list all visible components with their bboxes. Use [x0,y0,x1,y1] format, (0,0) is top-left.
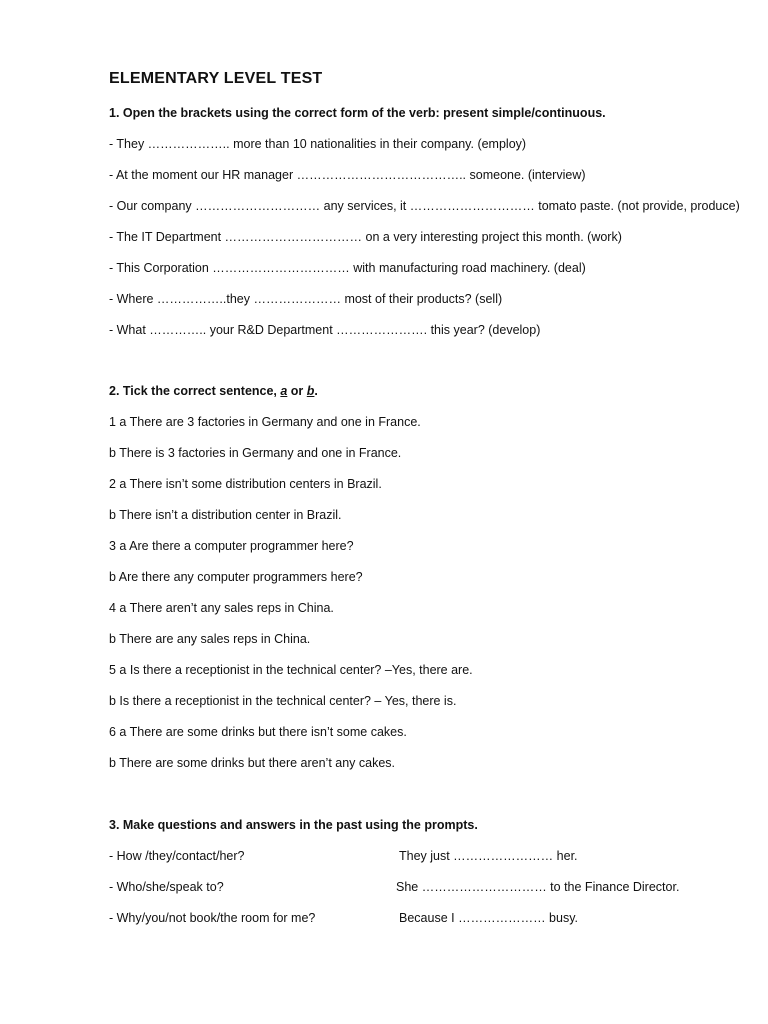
section-1-item: - At the moment our HR manager ………………………………….. someone. (interview) [109,168,586,182]
section-2-item: b There is 3 factories in Germany and one in France. [109,446,402,460]
section-2-heading-or: or [287,384,307,398]
section-3-answer: She ………………………… to the Finance Director. [396,880,680,894]
section-2-heading-suffix: . [314,384,318,398]
section-1-item: - Our company ………………………… any services, it ………………………… tomato paste. (not provide, produce) [109,199,740,213]
section-3-prompt: - Who/she/speak to? [109,880,224,894]
section-2-item: b Is there a receptionist in the technical center? – Yes, there is. [109,694,457,708]
section-1-heading: 1. Open the brackets using the correct form of the verb: present simple/continuous. [109,106,606,120]
section-1-item: - The IT Department …………………………… on a very interesting project this month. (work) [109,230,622,244]
section-2-item: b There isn’t a distribution center in Brazil. [109,508,342,522]
section-3-prompt: - How /they/contact/her? [109,849,245,863]
section-3-heading: 3. Make questions and answers in the past using the prompts. [109,818,478,832]
section-2-item: 2 a There isn’t some distribution centers in Brazil. [109,477,382,491]
option-a-label: a [280,384,288,398]
section-1-item: - Where ……………..they ………………… most of their products? (sell) [109,292,503,306]
section-1-item: - What ………….. your R&D Department …………………. this year? (develop) [109,323,541,337]
section-2-item: 4 a There aren’t any sales reps in China. [109,601,334,615]
section-3-answer: They just …………………… her. [399,849,578,863]
option-b-label: b [306,384,315,398]
document-title: ELEMENTARY LEVEL TEST [109,70,323,87]
section-2-item: 6 a There are some drinks but there isn’t some cakes. [109,725,407,739]
section-2-heading-prefix: 2. Tick the correct sentence, [109,384,281,398]
section-3-prompt: - Why/you/not book/the room for me? [109,911,316,925]
section-2-item: b There are some drinks but there aren’t any cakes. [109,756,396,770]
section-1-item: - They ……………….. more than 10 nationalities in their company. (employ) [109,137,527,151]
section-3-answer: Because I ………………… busy. [399,911,578,925]
section-1-item: - This Corporation …………………………… with manufacturing road machinery. (deal) [109,261,586,275]
section-2-item: 5 a Is there a receptionist in the technical center? –Yes, there are. [109,663,473,677]
section-2-heading [109,384,318,398]
section-2-item: b Are there any computer programmers here? [109,570,363,584]
section-2-item: b There are any sales reps in China. [109,632,311,646]
section-2-item: 3 a Are there a computer programmer here? [109,539,354,553]
section-2-item: 1 a There are 3 factories in Germany and one in France. [109,415,421,429]
